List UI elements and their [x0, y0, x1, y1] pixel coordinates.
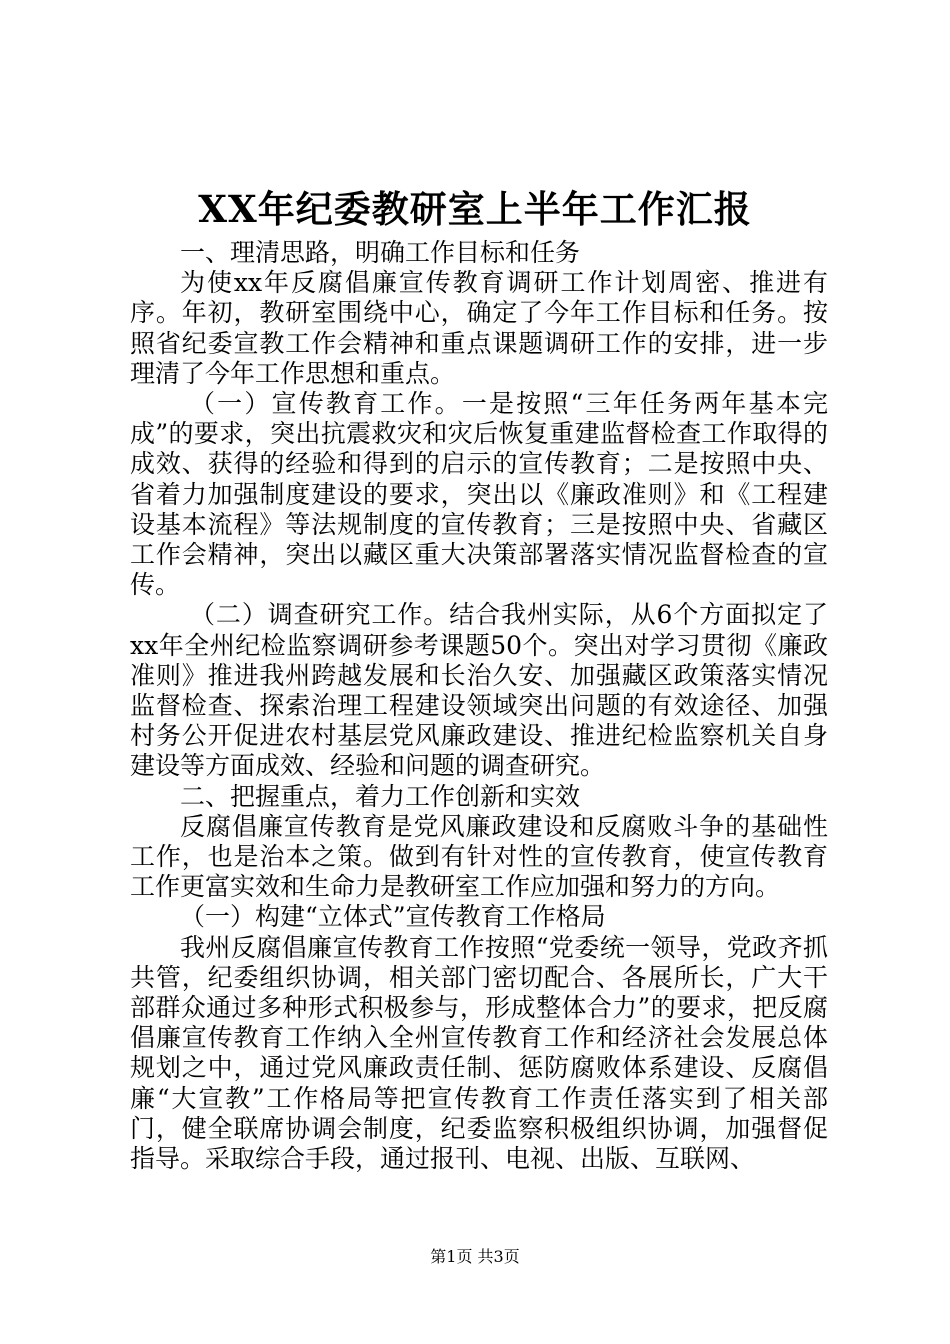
body-paragraph: 我州反腐倡廉宣传教育工作按照“党委统一领导，党政齐抓共管，纪委组织协调，相关部门密切配合、各展所长，广大干部群众通过多种形式积极参与，形成整体合力”的要求，把反腐倡廉宣传教育工作纳入全州宣传教育工作和经济社会发展总体规划之中，通过党风廉政责任制、惩防腐败体系建设、反腐倡廉“大宣教”工作格局等把宣传教育工作责任落实到了相关部门，健全联席协调会制度，纪委监察积极组织协调，加强督促指导。采取综合手段，通过报刊、电视、出版、互联网、	[130, 932, 828, 1174]
section-heading-1: 一、理清思路，明确工作目标和任务	[180, 238, 581, 267]
body-paragraph: （一）宣传教育工作。一是按照“三年任务两年基本完成”的要求，突出抗震救灾和灾后恢复重建监督检查工作取得的成效、获得的经验和得到的启示的宣传教育；二是按照中央、省着力加强制度建设的要求，突出以《廉政准则》和《工程建设基本流程》等法规制度的宣传教育；三是按照中央、省藏区工作会精神，突出以藏区重大决策部署落实情况监督检查的宣传。	[130, 389, 828, 600]
body-paragraph: 为使xx年反腐倡廉宣传教育调研工作计划周密、推进有序。年初，教研室围绕中心，确定了今年工作目标和任务。按照省纪委宣教工作会精神和重点课题调研工作的安排，进一步理清了今年工作思想和重点。	[130, 268, 828, 388]
page-number-footer: 第1页 共3页	[430, 1247, 520, 1266]
body-paragraph: （二）调查研究工作。结合我州实际，从6个方面拟定了xx年全州纪检监察调研参考课题50个。突出对学习贯彻《廉政准则》推进我州跨越发展和长治久安、加强藏区政策落实情况监督检查、探索治理工程建设领域突出问题的有效途径、加强村务公开促进农村基层党风廉政建设、推进纪检监察机关自身建设等方面成效、经验和问题的调查研究。	[130, 600, 828, 781]
body-paragraph: 反腐倡廉宣传教育是党风廉政建设和反腐败斗争的基础性工作，也是治本之策。做到有针对性的宣传教育，使宣传教育工作更富实效和生命力是教研室工作应加强和努力的方向。	[130, 811, 828, 902]
subsection-heading: （一）构建“立体式”宣传教育工作格局	[180, 902, 606, 932]
section-heading-2: 二、把握重点，着力工作创新和实效	[180, 781, 581, 811]
document-title: XX年纪委教研室上半年工作汇报	[198, 187, 752, 231]
document-body	[130, 238, 828, 1174]
